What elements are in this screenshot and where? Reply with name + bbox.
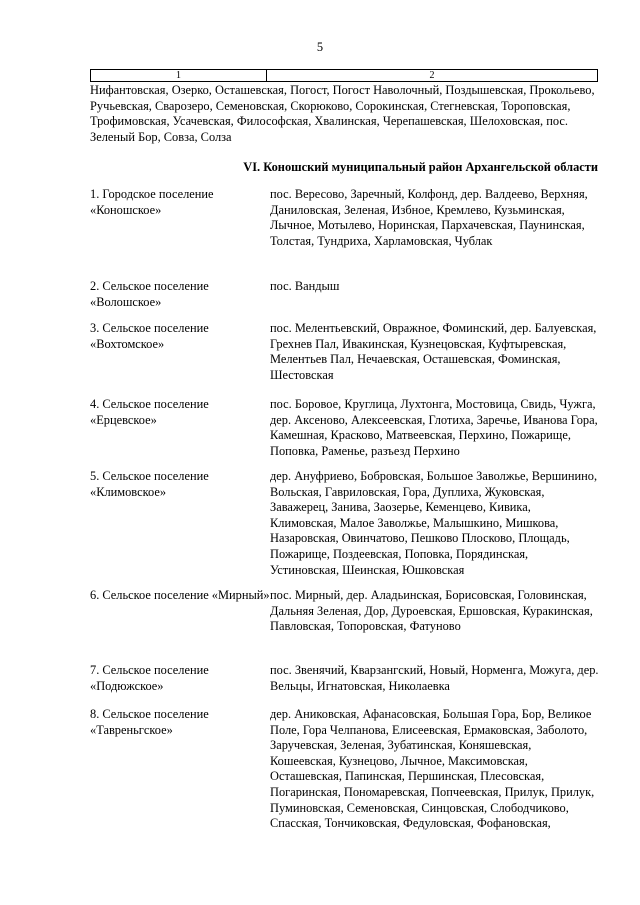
settlement-places: пос. Вандыш	[270, 279, 340, 293]
page-number: 5	[316, 40, 324, 54]
settlement-places: дер. Аниковская, Афанасовская, Большая Гора, Бор, Великое Поле, Гора Челпанова, Елисеевская, Ермаковская, Заболото, Заручевская, Зеленая, Зубатинская, Коняшевская, Кошеевская, Кузнецово, Лычное, Максимовская, Осташевская, Папинская, Першинская, Плесовская, Погаринская, Пономаревская, Попчеевская, Прилук, Прилук, Пуминовская, Семеновская, Синцовская, Слободчиково, Спасская, Тончиковская, Федуловская, Фофановская,	[270, 707, 595, 831]
settlement-entry	[90, 469, 600, 578]
column-header-1: 1	[91, 70, 267, 81]
section-title: VI. Коношский муниципальный район Архангельской области	[243, 160, 598, 174]
settlement-name: 6. Сельское поселение «Мирный»	[90, 588, 270, 602]
continuation-text: Нифантовская, Озерко, Осташевская, Погост, Погост Наволочный, Поздышевская, Прокольево, Ручьевская, Сварозеро, Семеновская, Скорюково, Сорокинская, Стегневская, Тороповская, Трофимовская, Усачевская, Философская, Хвалинская, Черепашевская, Шелоховская, пос. Зеленый Бор, Совза, Солза	[90, 83, 595, 144]
settlement-name: 8. Сельское поселение «Тавреньгское»	[90, 707, 209, 737]
settlement-name: 1. Городское поселение «Коношское»	[90, 187, 214, 217]
settlement-places: пос. Вересово, Заречный, Колфонд, дер. Валдеево, Верхняя, Даниловская, Зеленая, Избное, Кремлево, Кузьминская, Лычное, Мотылево, Норинская, Пархачевская, Паунинская, Толстая, Тундриха, Харламовская, Чублак	[270, 187, 588, 248]
settlement-entry	[90, 397, 600, 459]
settlement-name: 5. Сельское поселение «Климовское»	[90, 469, 209, 499]
settlement-entry	[90, 321, 600, 383]
settlement-entry	[90, 279, 600, 310]
column-header-2: 2	[429, 70, 435, 81]
settlement-name: 3. Сельское поселение «Вохтомское»	[90, 321, 209, 351]
settlement-entry	[90, 187, 600, 249]
settlement-name: 2. Сельское поселение «Волошское»	[90, 279, 209, 309]
settlement-places: пос. Боровое, Круглица, Лухтонга, Мостовица, Свидь, Чужга, дер. Аксеново, Алексеевская, Глотиха, Заречье, Иванова Гора, Камешная, Красково, Матвеевская, Перхино, Пожарище, Поповка, Раменье, разъезд Перхино	[270, 397, 598, 458]
settlement-places: пос. Мирный, дер. Аладьинская, Борисовская, Головинская, Дальняя Зеленая, Дор, Дуроевская, Ершовская, Куракинская, Павловская, Топоровская, Фатуново	[270, 588, 593, 634]
settlement-places: пос. Мелентьевский, Овражное, Фоминский, дер. Балуевская, Грехнев Пал, Ивакинская, Кузнецовская, Куфтыревская, Мелентьев Пал, Нечаевская, Осташевская, Фоминская, Шестовская	[270, 321, 597, 382]
table-column-header	[90, 69, 598, 82]
settlement-entry	[90, 588, 600, 635]
settlement-name: 7. Сельское поселение «Подюжское»	[90, 663, 209, 693]
settlement-places: дер. Ануфриево, Бобровская, Большое Заволжье, Вершинино, Вольская, Гавриловская, Гора, Дуплиха, Жуковская, Заважерец, Занива, Заозерье, Кеменцево, Кивика, Климовская, Малое Заволжье, Малышкино, Мишкова, Назаровская, Овинчатово, Пешково Плосково, Площадь, Пожарище, Поздеевская, Поповка, Порядинская, Устиновская, Шеинская, Юшковская	[270, 469, 598, 577]
settlement-entry	[90, 663, 600, 694]
settlement-places: пос. Звенячий, Кварзангский, Новый, Норменга, Можуга, дер. Вельцы, Игнатовская, Николаевка	[270, 663, 599, 693]
settlement-entry	[90, 707, 600, 832]
settlement-name: 4. Сельское поселение «Ерцевское»	[90, 397, 209, 427]
